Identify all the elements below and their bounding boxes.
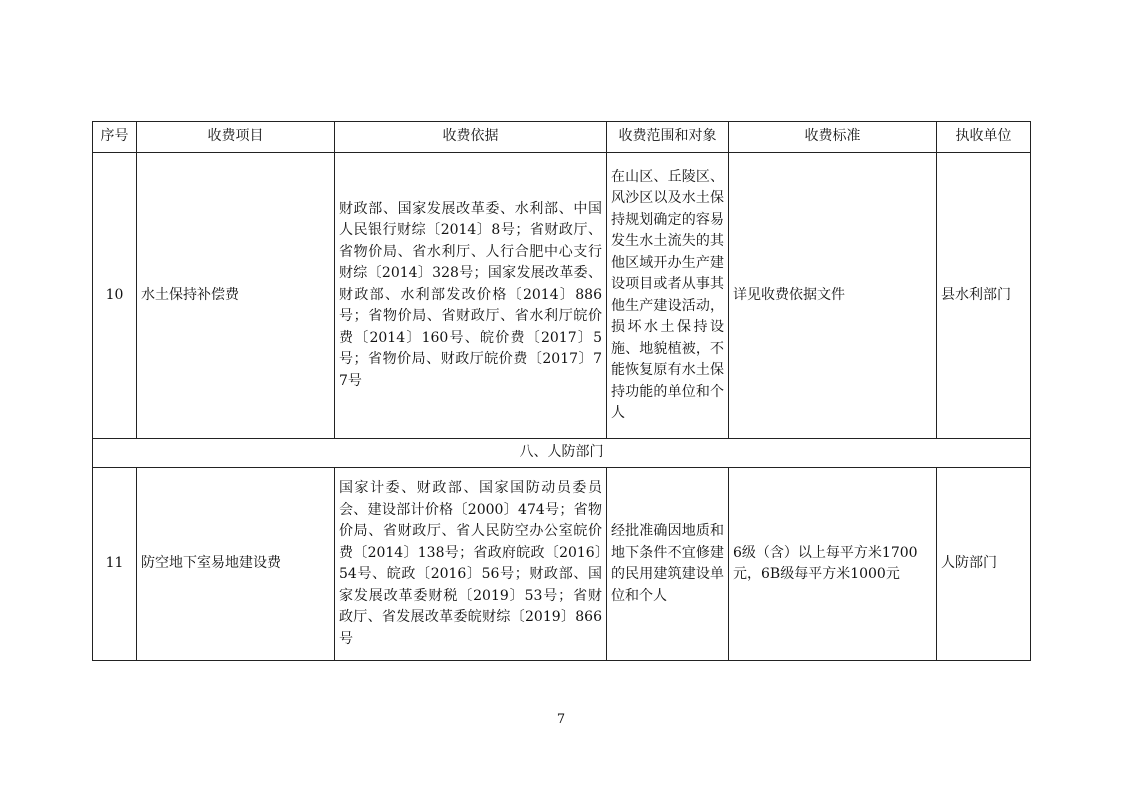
header-standard: 收费标准 (729, 122, 937, 153)
row-standard: 详见收费依据文件 (729, 153, 937, 439)
header-unit: 执收单位 (937, 122, 1031, 153)
page-number: 7 (556, 712, 566, 727)
fee-table (92, 121, 1031, 661)
row-standard: 6级（含）以上每平方米1700元，6B级每平方米1000元 (729, 468, 937, 661)
row-item: 防空地下室易地建设费 (137, 468, 335, 661)
row-basis: 国家计委、财政部、国家国防动员委员会、建设部计价格〔2000〕474号；省物价局、省财政厅、省人民防空办公室皖价费〔2014〕138号；省政府皖政〔2016〕54号、皖政〔2016〕56号；财政部、国家发展改革委财税〔2019〕53号；省财政厅、省发展改革委皖财综〔2019〕866号 (335, 468, 607, 661)
row-basis: 财政部、国家发展改革委、水利部、中国人民银行财综〔2014〕8号；省财政厅、省物价局、省水利厅、人行合肥中心支行财综〔2014〕328号；国家发展改革委、财政部、水利部发改价格〔2014〕886号；省物价局、省财政厅、省水利厅皖价费〔2014〕160号、皖价费〔2017〕5号；省物价局、财政厅皖价费〔2017〕77号 (335, 153, 607, 439)
row-number: 11 (93, 468, 137, 661)
table-row (93, 153, 1031, 439)
row-scope: 在山区、丘陵区、风沙区以及水土保持规划确定的容易发生水土流失的其他区域开办生产建设项目或者从事其他生产建设活动，损坏水土保持设施、地貌植被，不能恢复原有水土保持功能的单位和个人 (607, 153, 729, 439)
header-number: 序号 (93, 122, 137, 153)
header-scope: 收费范围和对象 (607, 122, 729, 153)
table-row (93, 468, 1031, 661)
section-row (93, 439, 1031, 468)
section-title: 八、人防部门 (93, 439, 1031, 468)
header-item: 收费项目 (137, 122, 335, 153)
row-number: 10 (93, 153, 137, 439)
row-scope: 经批准确因地质和地下条件不宜修建的民用建筑建设单位和个人 (607, 468, 729, 661)
table-header-row (93, 122, 1031, 153)
row-unit: 人防部门 (937, 468, 1031, 661)
row-item: 水土保持补偿费 (137, 153, 335, 439)
row-unit: 县水利部门 (937, 153, 1031, 439)
header-basis: 收费依据 (335, 122, 607, 153)
